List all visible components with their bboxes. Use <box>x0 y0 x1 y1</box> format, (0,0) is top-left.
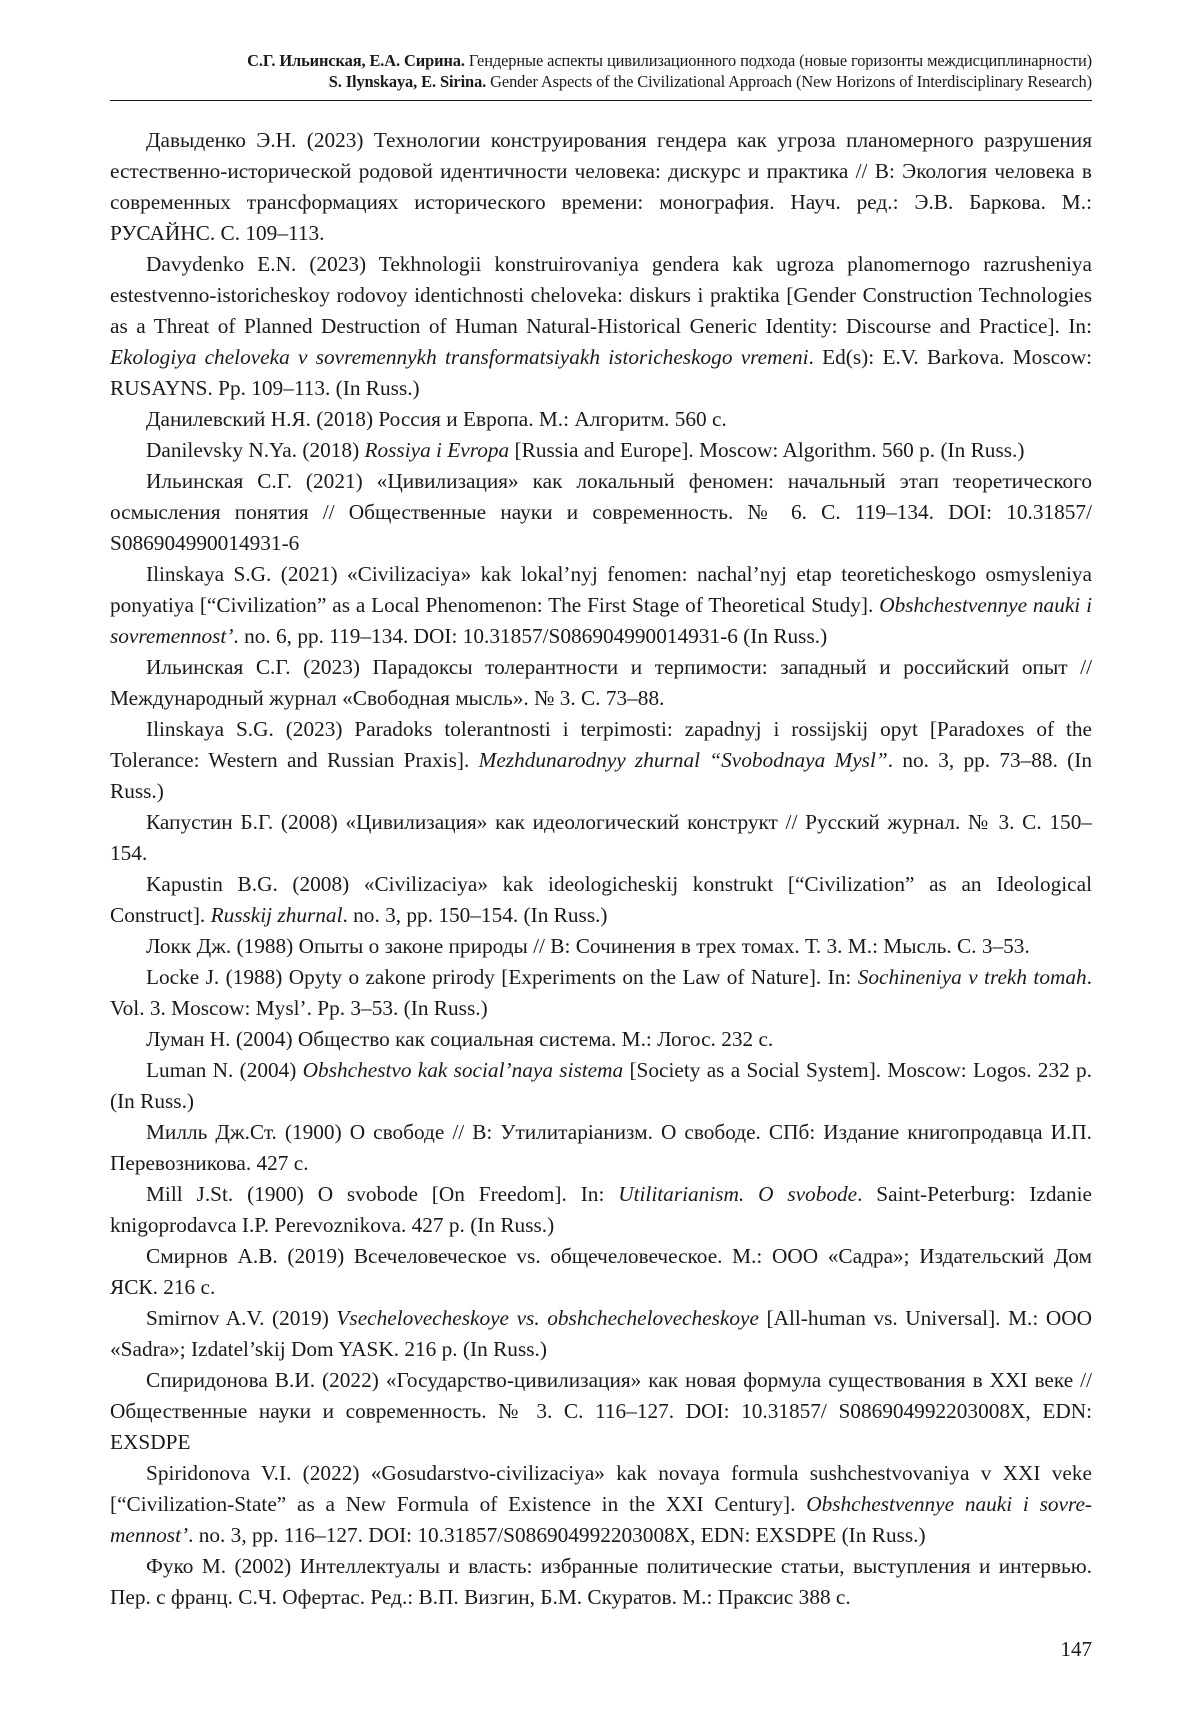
reference-text: [Russia and Europe]. Moscow: Algorithm. 560 p. (In Russ.) <box>509 438 1025 462</box>
reference-text: . no. 6, pp. 119–134. DOI: 10.31857/S086904990014931-6 (In Russ.) <box>233 624 828 648</box>
reference-text: Спиридонова В.И. (2022) «Государство-цивилизация» как новая формула существования в XXI веке // Общественные науки и современность. № 3. С. 116–127. DOI: 10.31857/ S086904992203008X, EDN: EXSDPE <box>110 1368 1092 1454</box>
reference-text: Locke J. (1988) Opyty o zakone prirody [Experiments on the Law of Nature]. In: <box>146 965 858 989</box>
reference-text: Davydenko E.N. (2023) Tekhnologii konstruirovaniya gendera kak ugroza planomernogo razrusheniya estestvenno-istoricheskoy rodovoy identichnosti cheloveka: diskurs i praktika [Gender Construction Technologies as a Threat of Planned Destruction of Human Natural-Historical Generic Identity: Discourse and Practice]. In: <box>110 252 1092 338</box>
reference-text: Данилевский Н.Я. (2018) Россия и Европа. М.: Алгоритм. 560 с. <box>146 407 727 431</box>
reference-italic-title: Mezhdunarodnyy zhurnal “Svobodnaya Mysl” <box>478 748 888 772</box>
header-divider <box>110 100 1092 101</box>
reference-entry <box>110 249 1092 404</box>
reference-italic-title: Ekologiya cheloveka v sovremennykh transformatsiyakh istoricheskogo vremeni <box>110 345 809 369</box>
reference-text: Ilinskaya S.G. (2021) «Civilizaciya» kak lokal’nyj fenomen: nachal’nyj etap teoreticheskogo osmysleniya ponyatiya [“Civilization” as a Local Phenomenon: The First Stage of Theoretical Study]. <box>110 562 1092 617</box>
reference-text: Милль Дж.Ст. (1900) О свободе // В: Утилитарiанизм. О свободе. СПб: Издание книгопродавца И.П. Перевозникова. 427 с. <box>110 1120 1092 1175</box>
reference-entry <box>110 435 1092 466</box>
reference-text: Капустин Б.Г. (2008) «Цивилизация» как идеологический конструкт // Русский журнал. № 3. С. 150–154. <box>110 810 1092 865</box>
reference-text: Смирнов А.В. (2019) Всечеловеческое vs. общечеловеческое. М.: ООО «Садра»; Издательский Дом ЯСК. 216 с. <box>110 1244 1092 1299</box>
reference-entry <box>110 125 1092 249</box>
reference-text: Фуко М. (2002) Интеллектуалы и власть: избранные политические статьи, выступления и интервью. Пер. с франц. С.Ч. Офертас. Ред.: В.П. Визгин, Б.М. Скуратов. М.: Праксис 388 с. <box>110 1554 1092 1609</box>
reference-italic-title: Utilitarianism. O svobode <box>618 1182 858 1206</box>
reference-italic-title: Obshchestvo kak social’naya sistema <box>302 1058 624 1082</box>
reference-list <box>110 125 1092 1613</box>
reference-entry <box>110 869 1092 931</box>
reference-text: Ильинская С.Г. (2021) «Цивилизация» как локальный феномен: начальный этап теоретического осмысления понятия // Общественные науки и современность. № 6. С. 119–134. DOI: 10.31857/ S086904990014931-6 <box>110 469 1092 555</box>
reference-text: Ilinskaya S.G. (2023) Paradoks tolerantnosti i terpimosti: zapadnyj i rossijskij opyt [Paradoxes of the Tolerance: Western and Russian Praxis]. <box>110 717 1092 772</box>
header-authors-ru: С.Г. Ильинская, Е.А. Сирина. <box>247 51 465 70</box>
running-header <box>110 50 1092 92</box>
reference-text: Луман Н. (2004) Общество как социальная система. М.: Логос. 232 с. <box>146 1027 774 1051</box>
reference-entry <box>110 404 1092 435</box>
reference-text: . Saint-Peterburg: Izdanie knigoprodavca I.P. Perevoznikova. 427 p. (In Russ.) <box>110 1182 1092 1237</box>
reference-entry <box>110 1179 1092 1241</box>
reference-text: Danilevsky N.Ya. (2018) <box>146 438 365 462</box>
running-header-ru <box>110 50 1092 71</box>
reference-entry <box>110 466 1092 559</box>
reference-entry <box>110 714 1092 807</box>
reference-entry <box>110 962 1092 1024</box>
reference-text: Локк Дж. (1988) Опыты о законе природы // В: Сочинения в трех томах. Т. 3. М.: Мысль. С. 3–53. <box>146 934 1030 958</box>
reference-text: Ильинская С.Г. (2023) Парадоксы толерантности и терпимости: западный и российский опыт // Международный журнал «Свободная мысль». № 3. С. 73–88. <box>110 655 1092 710</box>
reference-text: [Society as a Social System]. Moscow: Logos. 232 p. (In Russ.) <box>110 1058 1093 1113</box>
header-title-ru: Гендерные аспекты цивилизационного подхода (новые горизонты междисциплинарности) <box>468 51 1092 70</box>
running-header-en <box>110 71 1092 92</box>
reference-text: . no. 3, pp. 116–127. DOI: 10.31857/S086904992203008X, EDN: EXSDPE (In Russ.) <box>188 1523 926 1547</box>
reference-entry <box>110 1458 1092 1551</box>
reference-text: [All-human vs. Universal]. M.: OOO «Sadra»; Izdatel’skij Dom YASK. 216 p. (In Russ.) <box>110 1306 1092 1361</box>
reference-italic-title: Russkij zhurnal <box>210 903 343 927</box>
reference-italic-title: Obshchestvennye nauki i sovremennost’ <box>110 593 1092 648</box>
reference-entry <box>110 1024 1092 1055</box>
reference-entry <box>110 1365 1092 1458</box>
reference-entry <box>110 1117 1092 1179</box>
reference-text: Mill J.St. (1900) O svobode [On Freedom]. In: <box>146 1182 619 1206</box>
reference-entry <box>110 1055 1092 1117</box>
reference-entry <box>110 931 1092 962</box>
reference-text: . no. 3, pp. 73–88. (In Russ.) <box>110 748 1092 803</box>
reference-text: Spiridonova V.I. (2022) «Gosudarstvo-civilizaciya» kak novaya formula sushchestvovaniya v XXI veke [“Civilization-State” as a New Formula of Existence in the XXI Century]. <box>110 1461 1092 1516</box>
reference-entry <box>110 652 1092 714</box>
reference-italic-title: Rossiya i Evropa <box>364 438 510 462</box>
reference-text: . no. 3, pp. 150–154. (In Russ.) <box>342 903 608 927</box>
reference-text: Luman N. (2004) <box>146 1058 303 1082</box>
header-authors-en: S. Ilynskaya, E. Sirina. <box>328 72 487 91</box>
header-title-en: Gender Aspects of the Civilizational Approach (New Horizons of Interdisciplinary Research) <box>490 72 1092 91</box>
reference-entry <box>110 807 1092 869</box>
reference-italic-title: Vsechelovecheskoye vs. obshchechelovecheskoye <box>336 1306 759 1330</box>
reference-text: Kapustin B.G. (2008) «Civilizaciya» kak ideologicheskij konstrukt [“Civilization” as an Ideological Construct]. <box>110 872 1092 927</box>
reference-entry <box>110 1551 1092 1613</box>
reference-text: . Vol. 3. Moscow: Mysl’. Pp. 3–53. (In Russ.) <box>110 965 1092 1020</box>
reference-text: . Ed(s): E.V. Barkova. Moscow: RUSAYNS. Pp. 109–113. (In Russ.) <box>110 345 1093 400</box>
page-number: 147 <box>1060 1637 1092 1661</box>
reference-italic-title: Sochineniya v trekh tomah <box>857 965 1087 989</box>
reference-entry <box>110 559 1092 652</box>
reference-text: Давыденко Э.Н. (2023) Технологии конструирования гендера как угроза планомерного разрушения естественно-исторической родовой идентичности человека: дискурс и практика // В: Экология человека в современных трансформациях исторического времени: монография. Науч. ред.: Э.В. Баркова. М.: РУСАЙНС. С. 109–113. <box>110 128 1092 245</box>
reference-text: Smirnov A.V. (2019) <box>146 1306 337 1330</box>
reference-entry <box>110 1303 1092 1365</box>
reference-entry <box>110 1241 1092 1303</box>
reference-italic-title: Obshchestvennye nauki i sovremennost’ <box>110 1492 1093 1547</box>
